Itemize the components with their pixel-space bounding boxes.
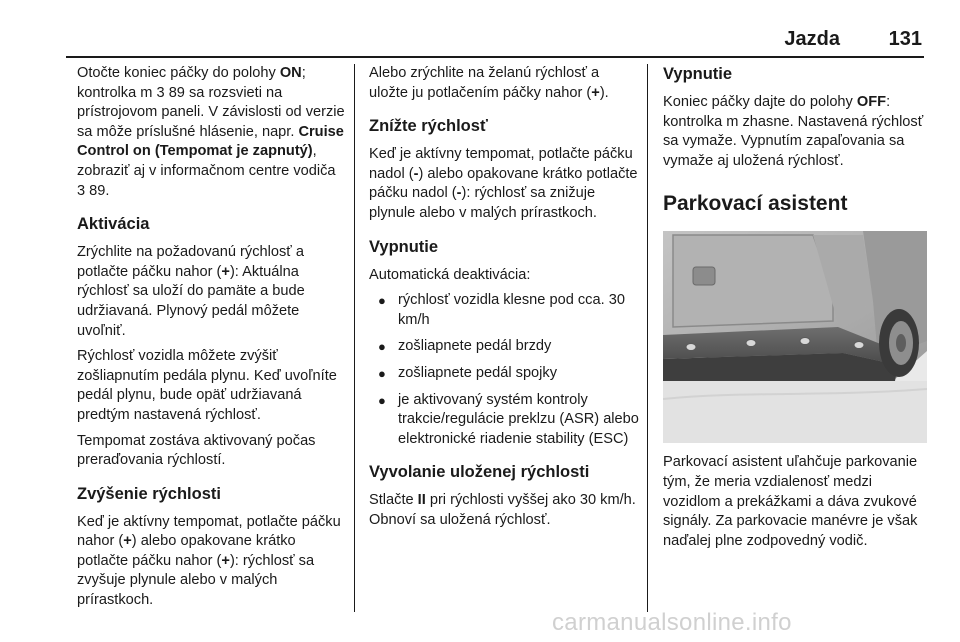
paragraph-decrease-speed: Keď je aktívny tempomat, potlačte páčku nadol (-) alebo opakovane krátko potlačte páčku nadol (-): rýchlosť sa znižuje plynule alebo v malých prírastkoch. bbox=[369, 146, 638, 221]
deactivation-list bbox=[369, 291, 639, 449]
off-position-label: OFF bbox=[856, 94, 887, 110]
heading-decrease-speed: Znížte rýchlosť bbox=[369, 117, 488, 136]
pause-icon: II bbox=[417, 492, 426, 509]
paragraph-accelerate: Rýchlosť vozidla môžete zvýšiť zošliapnutím pedála plynu. Keď uvoľníte pedál plynu, bude opäť udržiavaná predtým nastavená rýchlosť. bbox=[77, 348, 337, 423]
column-3 bbox=[663, 64, 928, 557]
paragraph-switch-off: Koniec páčky dajte do polohy OFF: kontrolka m zhasne. Nastavená rýchlosť sa vymaže. Vypnutím zapaľovania sa vymaže aj uložená rýchlosť. bbox=[663, 94, 924, 169]
rear-bumper-illustration bbox=[663, 231, 927, 443]
cruise-message-label: Cruise Control on (Tempomat je zapnutý) bbox=[77, 123, 344, 160]
bullet-icon: ● bbox=[378, 365, 386, 381]
paragraph-store-speed: Alebo zrýchlite na želanú rýchlosť a uložte ju potlačením páčky nahor (+). bbox=[369, 65, 609, 101]
header-rule bbox=[66, 56, 924, 58]
list-item: ● rýchlosť vozidla klesne pod cca. 30 km/h bbox=[378, 292, 625, 328]
paragraph-gearshift: Tempomat zostáva aktivovaný počas preraďovania rýchlostí. bbox=[77, 432, 316, 469]
bullet-icon: ● bbox=[378, 293, 386, 309]
bullet-icon: ● bbox=[378, 392, 386, 408]
cruise-control-lamp-icon: m bbox=[726, 113, 739, 130]
heading-switch-off: Vypnutie bbox=[663, 65, 733, 83]
heading-recall-speed: Vyvolanie uloženej rýchlosti bbox=[369, 463, 590, 482]
rear-bumper-sensors-figure bbox=[663, 231, 927, 443]
list-item: ● je aktivovaný systém kontroly trakcie/regulácie preklzu (ASR) alebo elektronické riadenie stability (ESC) bbox=[378, 391, 639, 447]
paragraph-parking-assist: Parkovací asistent uľahčuje parkovanie tým, že meria vzdialenosť medzi vozidlom a prekážkami a dáva zvukové signály. Za parkovacie manévre je však naďalej plne zodpovedný vodič. bbox=[663, 454, 918, 549]
minus-symbol: - bbox=[456, 185, 462, 202]
heading-increase-speed: Zvýšenie rýchlosti bbox=[77, 484, 221, 503]
heading-switch-off: Vypnutie bbox=[369, 237, 439, 256]
heading-activation: Aktivácia bbox=[77, 215, 150, 234]
list-item: ● zošliapnete pedál brzdy bbox=[369, 337, 639, 357]
cruise-control-lamp-icon: m bbox=[140, 84, 153, 101]
plus-symbol: + bbox=[221, 552, 230, 569]
paragraph-cruise-on: Otočte koniec páčky do polohy ON; kontrolka m 3 89 sa rozsvieti na prístrojovom paneli. V závislosti od verzie sa môže príslušné hlásenie, napr. Cruise Control on (Tempomat je zapnutý), zobraziť aj v informačnom centre vodiča 3 89. bbox=[77, 65, 345, 199]
page-header bbox=[0, 22, 960, 62]
plus-symbol: + bbox=[591, 84, 600, 101]
plus-symbol: + bbox=[221, 263, 230, 280]
minus-symbol: - bbox=[413, 165, 419, 182]
on-position-label: ON bbox=[279, 65, 302, 81]
list-item: ● zošliapnete pedál spojky bbox=[369, 364, 639, 384]
column-1 bbox=[77, 64, 347, 617]
paragraph-recall-speed: Stlačte II pri rýchlosti vyššej ako 30 km/h. Obnoví sa uložená rýchlosť. bbox=[369, 492, 636, 528]
column-divider-1 bbox=[354, 64, 355, 612]
bullet-icon: ● bbox=[378, 339, 386, 355]
heading-parking-assist: Parkovací asistent bbox=[663, 192, 848, 216]
paragraph-activation: Zrýchlite na požadovanú rýchlosť a potlačte páčku nahor (+): Aktuálna rýchlosť sa uloží do pamäte a bude udržiavaná. Plynový pedál môžete uvoľniť. bbox=[77, 244, 305, 339]
column-divider-2 bbox=[647, 64, 648, 612]
watermark: carmanualsonline.info bbox=[552, 609, 792, 636]
paragraph-increase-speed: Keď je aktívny tempomat, potlačte páčku nahor (+) alebo opakovane krátko potlačte páčku nahor (+): rýchlosť sa zvyšuje plynule alebo v malých prírastkoch. bbox=[77, 513, 341, 609]
paragraph-auto-deactivation: Automatická deaktivácia: bbox=[369, 266, 531, 283]
plus-symbol: + bbox=[123, 533, 132, 550]
page-reference-icon: 3 bbox=[77, 182, 86, 199]
page-reference-icon: 3 bbox=[156, 84, 165, 101]
section-title: Jazda bbox=[784, 28, 840, 50]
page-number: 131 bbox=[888, 28, 922, 50]
column-2 bbox=[369, 64, 639, 537]
